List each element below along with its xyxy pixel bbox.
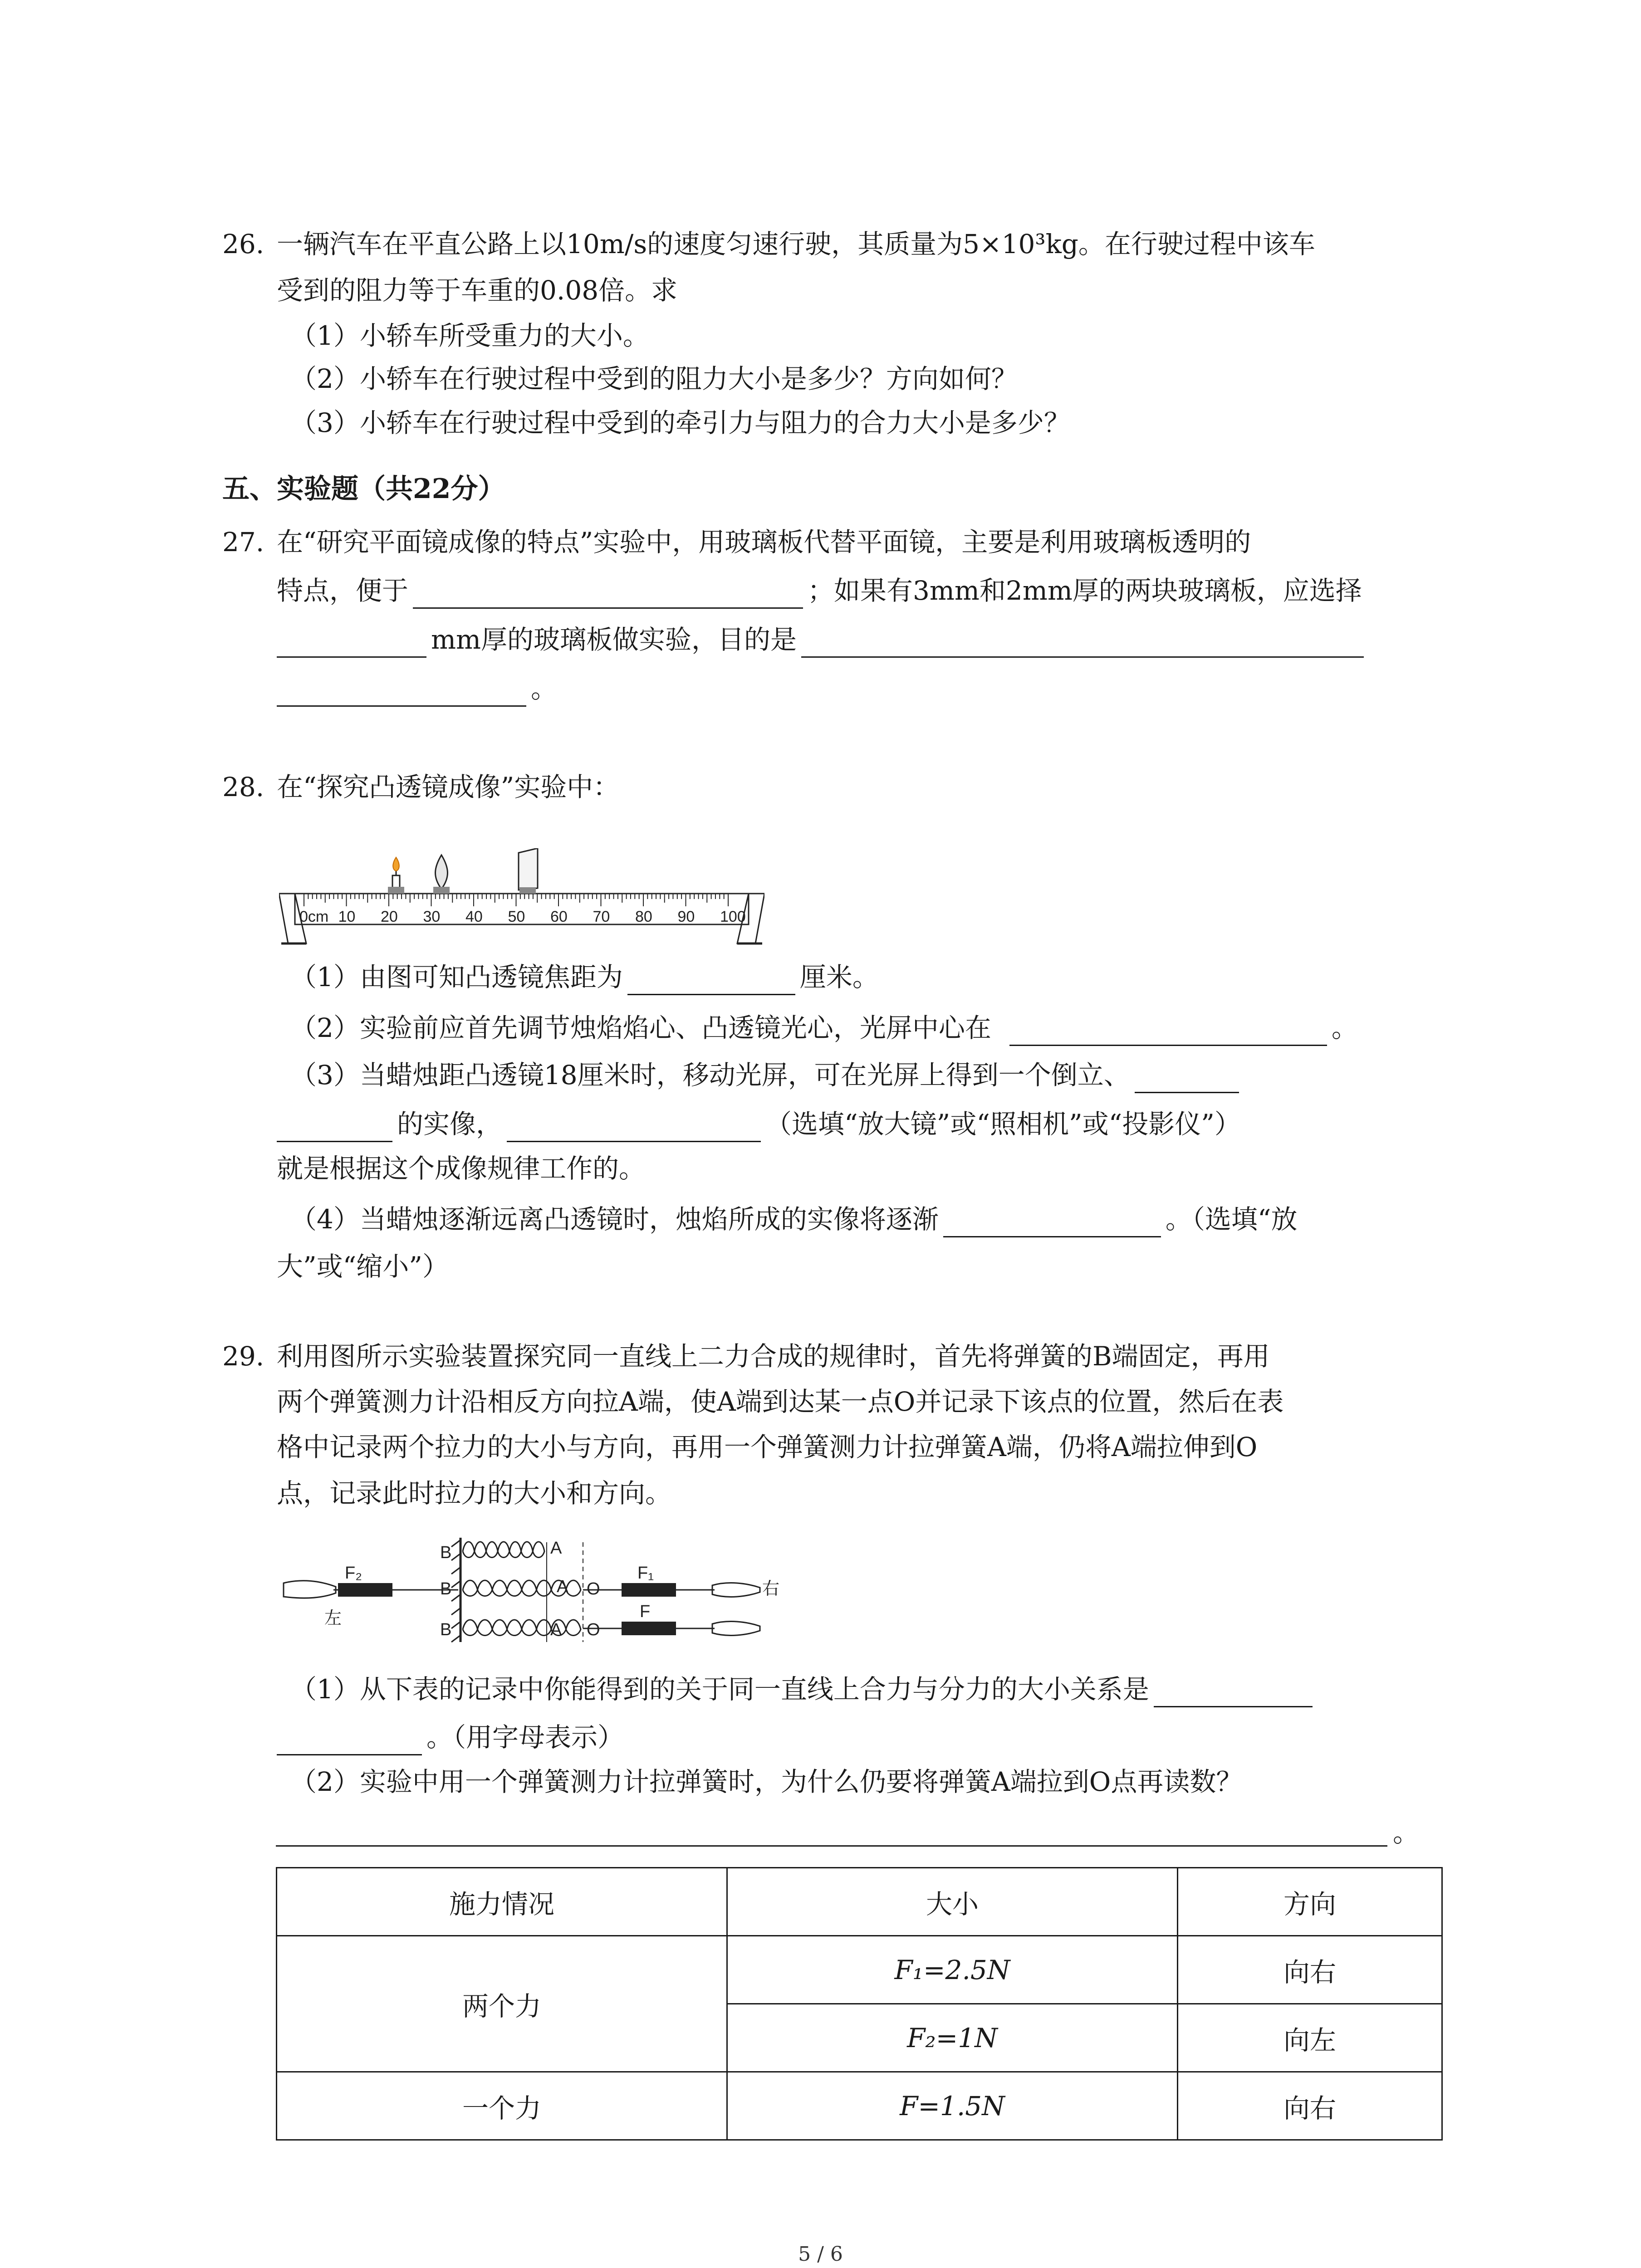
q28-part4 xyxy=(290,1201,1298,1237)
q28-part1-end: 厘米。 xyxy=(799,962,879,992)
q29-part1-end: 。（用字母表示） xyxy=(426,1722,624,1753)
q26-line1: 一辆汽车在平直公路上以10m/s的速度匀速行驶，其质量为5×10³kg。在行驶过程中该车 xyxy=(277,229,1315,259)
q29-blank1[interactable] xyxy=(1154,1678,1313,1707)
q28-blank1[interactable] xyxy=(627,966,795,995)
q29-part2-end: 。 xyxy=(1393,1817,1420,1848)
label-b-1: B xyxy=(440,1543,452,1562)
q28-part2-end: 。 xyxy=(1331,1012,1358,1043)
table-r1-size: F₁=2.5N xyxy=(727,1936,1178,2004)
section-title: 五、实验题（共22分） xyxy=(222,473,505,505)
q27-line2 xyxy=(277,572,1362,609)
spring-scale-f2 xyxy=(338,1583,392,1597)
ruler-label: 50 xyxy=(508,908,525,925)
q28-number: 28. xyxy=(222,772,265,802)
q27-line3-text: mm厚的玻璃板做实验，目的是 xyxy=(431,624,797,655)
q28-part1 xyxy=(290,959,879,995)
q28-intro: 在“探究凸透镜成像”实验中： xyxy=(277,772,620,802)
ruler-ticks xyxy=(304,894,728,906)
hand-left-icon xyxy=(284,1581,336,1598)
label-right: 右 xyxy=(762,1579,780,1598)
q29-blank2[interactable] xyxy=(277,1726,422,1755)
q28-part4-options: 。（选填“放 xyxy=(1165,1204,1298,1235)
q27-line3 xyxy=(277,621,1368,658)
table-header-condition: 施力情况 xyxy=(277,1868,727,1936)
q26-part2: （2）小轿车在行驶过程中受到的阻力大小是多少？方向如何？ xyxy=(290,363,1018,394)
q28-part3 xyxy=(290,1057,1244,1093)
q27-blank2[interactable] xyxy=(277,628,426,658)
q28-part3-end: 就是根据这个成像规律工作的。 xyxy=(277,1153,646,1184)
q28-blank3[interactable] xyxy=(1135,1064,1239,1093)
q27-line2-start: 特点，便于 xyxy=(277,575,409,606)
label-a-2: A xyxy=(557,1577,568,1596)
q26-number: 26. xyxy=(222,229,265,259)
q27-line1: 在“研究平面镜成像的特点”实验中，用玻璃板代替平面镜，主要是利用玻璃板透明的 xyxy=(277,527,1251,557)
lens-icon xyxy=(433,855,450,894)
q28-part3-text: （3）当蜡烛距凸透镜18厘米时，移动光屏，可在光屏上得到一个倒立、 xyxy=(290,1060,1130,1090)
label-left: 左 xyxy=(324,1609,342,1628)
q28-part3-mid: 的实像， xyxy=(397,1109,503,1139)
spring-scale-f1 xyxy=(622,1583,676,1597)
q27-line4-end: 。 xyxy=(531,673,558,704)
q28-part1-text: （1）由图可知凸透镜焦距为 xyxy=(290,962,623,992)
spring-3 xyxy=(463,1620,581,1636)
table-r2-size: F₂=1N xyxy=(727,2004,1178,2072)
table-r3-size: F=1.5N xyxy=(727,2072,1178,2140)
table-r1-direction: 向右 xyxy=(1178,1936,1442,2004)
q28-part4-text: （4）当蜡烛逐渐远离凸透镜时，烛焰所成的实像将逐渐 xyxy=(290,1204,939,1235)
ruler-label: 60 xyxy=(550,908,568,925)
q27-line4 xyxy=(277,670,557,707)
q29-line1: 利用图所示实验装置探究同一直线上二力合成的规律时，首先将弹簧的B端固定，再用 xyxy=(277,1341,1270,1372)
table-r3-direction: 向右 xyxy=(1178,2072,1442,2140)
label-a-3: A xyxy=(550,1620,562,1639)
table-one-force: 一个力 xyxy=(277,2072,727,2140)
ruler-label: 90 xyxy=(677,908,695,925)
label-f1: F₁ xyxy=(637,1564,654,1583)
hand-right-icon xyxy=(712,1583,760,1597)
q28-blank4[interactable] xyxy=(277,1113,392,1142)
table-header-direction: 方向 xyxy=(1178,1868,1442,1936)
q26-part3: （3）小轿车在行驶过程中受到的牵引力与阻力的合力大小是多少？ xyxy=(290,407,1070,438)
spring-scale-f xyxy=(622,1622,676,1635)
q28-part3-cont xyxy=(277,1106,1241,1142)
ruler-label: 20 xyxy=(381,908,398,925)
q27-line2-end: ；如果有3mm和2mm厚的两块玻璃板，应选择 xyxy=(808,575,1362,606)
q29-part1-cont xyxy=(277,1719,624,1755)
ruler-label: 80 xyxy=(635,908,652,925)
q27-blank1[interactable] xyxy=(413,579,803,609)
q26-line2: 受到的阻力等于车重的0.08倍。求 xyxy=(277,275,678,306)
q29-part1-text: （1）从下表的记录中你能得到的关于同一直线上合力与分力的大小关系是 xyxy=(290,1674,1149,1705)
table-r2-direction: 向左 xyxy=(1178,2004,1442,2072)
q29-part2: （2）实验中用一个弹簧测力计拉弹簧时，为什么仍要将弹簧A端拉到O点再读数？ xyxy=(290,1766,1243,1797)
table-header-size: 大小 xyxy=(727,1868,1178,1936)
ruler-label: 10 xyxy=(338,908,356,925)
ruler-label: 100 xyxy=(720,908,746,925)
q28-part3-options: （选填“放大镜”或“照相机”或“投影仪”） xyxy=(765,1109,1241,1139)
q27-blank3[interactable] xyxy=(801,628,1364,658)
label-b-2: B xyxy=(440,1579,452,1598)
q29-line2: 两个弹簧测力计沿相反方向拉A端，使A端到达某一点O并记录下该点的位置，然后在表 xyxy=(277,1386,1284,1417)
ruler-label: 40 xyxy=(465,908,483,925)
ruler-label: 0cm xyxy=(299,908,329,925)
candle-icon xyxy=(388,857,404,894)
spring-force-figure xyxy=(279,1533,783,1647)
q29-part1 xyxy=(290,1671,1317,1707)
spring-1 xyxy=(463,1542,544,1558)
hand-bottom-icon xyxy=(712,1622,760,1636)
q27-blank4[interactable] xyxy=(277,677,526,707)
label-b-3: B xyxy=(440,1620,452,1639)
q29-line3: 格中记录两个拉力的大小与方向，再用一个弹簧测力计拉弹簧A端，仍将A端拉伸到O xyxy=(277,1432,1258,1462)
q29-line4: 点，记录此时拉力的大小和方向。 xyxy=(277,1478,672,1509)
q28-blank6[interactable] xyxy=(943,1208,1161,1237)
label-f2: F₂ xyxy=(345,1564,362,1583)
q28-blank2[interactable] xyxy=(1009,1017,1327,1046)
q28-part2-text: （2）实验前应首先调节烛焰焰心、凸透镜光心，光屏中心在 xyxy=(290,1012,991,1043)
optical-bench-figure xyxy=(279,848,764,957)
ruler-label: 70 xyxy=(593,908,610,925)
q28-part2 xyxy=(290,1010,1358,1046)
light-screen-icon xyxy=(519,848,538,894)
q29-blank3[interactable] xyxy=(276,1845,1387,1847)
label-f: F xyxy=(640,1602,651,1621)
label-a-1: A xyxy=(550,1539,562,1558)
q27-number: 27. xyxy=(222,527,265,557)
q28-part4-end: 大”或“缩小”） xyxy=(277,1251,449,1282)
q29-number: 29. xyxy=(222,1341,265,1372)
label-o-2: O xyxy=(587,1620,600,1639)
force-table xyxy=(276,1867,1443,2141)
q28-blank5[interactable] xyxy=(507,1113,761,1142)
label-o-1: O xyxy=(587,1579,600,1598)
page-number: 5 / 6 xyxy=(798,2243,843,2266)
table-two-forces: 两个力 xyxy=(277,1936,727,2072)
q26-part1: （1）小轿车所受重力的大小。 xyxy=(290,320,649,351)
ruler-label: 30 xyxy=(423,908,441,925)
